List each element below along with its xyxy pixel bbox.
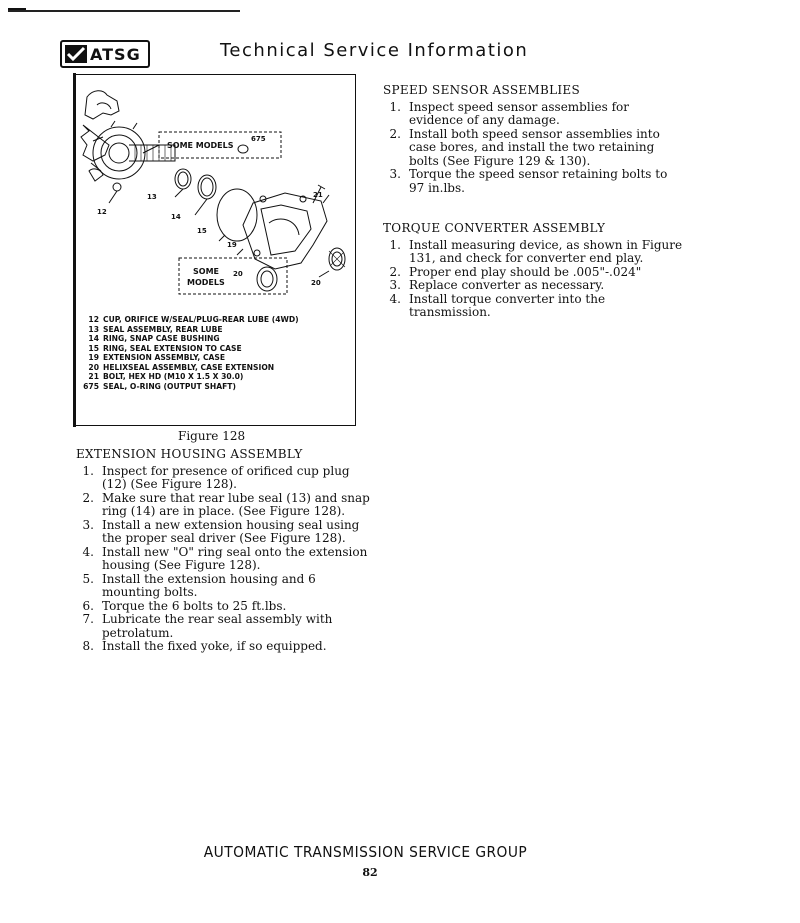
list-item: 4. Install torque converter into the transmission. — [389, 291, 606, 319]
figure-caption: Figure 128 — [178, 429, 246, 443]
section-heading: SPEED SENSOR ASSEMBLIES — [383, 83, 580, 97]
step-list — [76, 465, 376, 654]
list-item: 1. Install measuring device, as shown in Figure 131, and check for converter end play. — [389, 237, 683, 265]
section-heading: TORQUE CONVERTER ASSEMBLY — [383, 221, 606, 235]
legend-row: 21 BOLT, HEX HD (M10 X 1.5 X 30.0) — [88, 372, 244, 381]
list-item: 3. Torque the speed sensor retaining bolts to 97 in.lbs. — [389, 167, 668, 195]
step-list — [383, 239, 683, 320]
checkmark-logo-icon — [65, 45, 87, 63]
legend-row: 14 RING, SNAP CASE BUSHING — [88, 334, 220, 343]
callout-15: 15 — [197, 227, 207, 235]
list-item: 3. Replace converter as necessary. — [389, 278, 605, 292]
list-item: 2. Make sure that rear lube seal (13) and snap ring (14) are in place. (See Figure 128). — [82, 490, 370, 518]
list-item: 7. Lubricate the rear seal assembly with petrolatum. — [82, 612, 333, 640]
extension-housing-section — [76, 448, 376, 654]
legend-row: 19 EXTENSION ASSEMBLY, CASE — [88, 353, 226, 362]
list-item: 3. Install a new extension housing seal using the proper seal driver (See Figure 128). — [82, 517, 360, 545]
callout-some-models-top: SOME MODELS — [167, 141, 234, 150]
legend-row: 12 CUP, ORIFICE W/SEAL/PLUG-REAR LUBE (4WD) — [88, 315, 299, 324]
figure-128-box — [74, 74, 356, 426]
list-item: 1. Inspect speed sensor assemblies for evidence of any damage. — [389, 99, 630, 127]
speed-sensor-section — [383, 84, 683, 195]
list-item: 5. Install the extension housing and 6 mounting bolts. — [82, 571, 316, 599]
torque-converter-section — [383, 222, 683, 320]
list-item: 6. Torque the 6 bolts to 25 ft.lbs. — [82, 598, 287, 613]
top-rule — [8, 10, 240, 12]
page-title: Technical Service Information — [220, 40, 529, 61]
callout-14: 14 — [171, 213, 181, 221]
legend-row: 675 SEAL, O-RING (OUTPUT SHAFT) — [83, 381, 236, 391]
callout-13: 13 — [147, 193, 157, 201]
footer-title: AUTOMATIC TRANSMISSION SERVICE GROUP — [203, 843, 528, 861]
step-list — [383, 101, 683, 196]
callout-models-bottom: MODELS — [187, 278, 225, 287]
list-item: 4. Install new "O" ring seal onto the extension housing (See Figure 128). — [82, 544, 368, 572]
legend-row: 15 RING, SEAL EXTENSION TO CASE — [88, 343, 242, 353]
legend-row: 20 HELIXSEAL ASSEMBLY, CASE EXTENSION — [88, 362, 275, 372]
list-item: 8. Install the fixed yoke, if so equipped. — [82, 639, 327, 653]
callout-19: 19 — [227, 241, 237, 249]
list-item: 2. Proper end play should be .005"-.024" — [389, 264, 642, 279]
parts-legend — [81, 315, 299, 391]
extension-housing-diagram — [75, 75, 357, 315]
logo-text: ATSG — [90, 44, 141, 64]
list-item: 1. Inspect for presence of orificed cup plug (12) (See Figure 128). — [82, 463, 350, 491]
callout-21: 21 — [313, 191, 323, 199]
callout-675: 675 — [251, 135, 266, 143]
page-number: 82 — [362, 866, 378, 879]
callout-some-bottom: SOME — [193, 267, 219, 276]
callout-12: 12 — [97, 208, 107, 216]
list-item: 2. Install both speed sensor assemblies into case bores, and install the two retaining bolts (See Figure 129 & 130). — [389, 126, 660, 168]
section-heading: EXTENSION HOUSING ASSEMBLY — [76, 447, 303, 461]
callout-20-right: 20 — [311, 279, 321, 287]
callout-20-box: 20 — [233, 270, 243, 278]
legend-row: 13 SEAL ASSEMBLY, REAR LUBE — [88, 324, 223, 334]
atsg-logo — [60, 40, 150, 68]
